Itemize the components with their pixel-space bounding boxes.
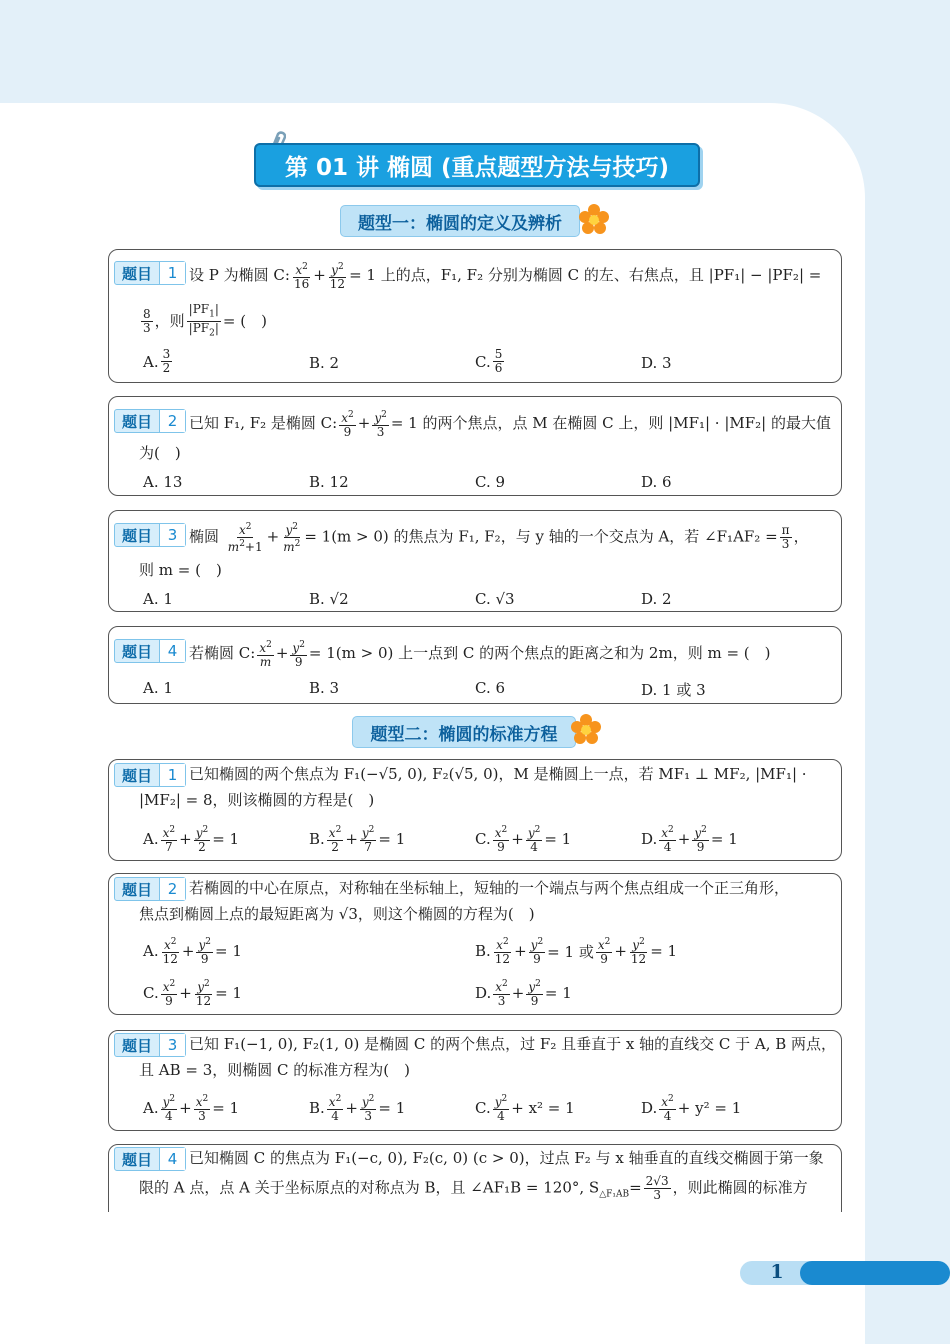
option-d[interactable]: D. $\frac{x^2}{3}$ + $\frac{y^2}{9}$ = 1 xyxy=(475,979,572,1008)
option-d[interactable]: D. 2 xyxy=(641,590,672,608)
option-a[interactable]: A. $\frac{x^2}{12}$ + $\frac{y^2}{9}$ = 1 xyxy=(143,937,242,966)
option-b[interactable]: B. 3 xyxy=(309,679,340,697)
option-b[interactable]: B. $\frac{x^2}{2}$ + $\frac{y^2}{7}$ = 1 xyxy=(309,825,406,854)
question-text-line2: 且 AB = 3，则椭圆 C 的标准方程为( ) xyxy=(139,1061,410,1079)
question-tag: 题目 4 xyxy=(114,1147,186,1171)
question-text: 已知 F₁(−1, 0), F₂(1, 0) 是椭圆 C 的两个焦点，过 F₂ 且垂直于 x 轴的直线交 C 于 A, B 两点， xyxy=(189,1035,837,1053)
option-a[interactable]: A. $\frac{x^2}{7}$ + $\frac{y^2}{2}$ = 1 xyxy=(143,825,240,854)
question-text-line2: 为( ) xyxy=(139,444,181,462)
section-heading-2 xyxy=(352,716,576,748)
question-text-line2: 则 m = ( ) xyxy=(139,561,222,579)
question-card-clip xyxy=(108,1144,842,1212)
option-d[interactable]: D. $\frac{x^2}{4}$ + $\frac{y^2}{9}$ = 1 xyxy=(641,825,738,854)
question-card xyxy=(108,759,842,861)
option-a[interactable]: A. $\frac{y^2}{4}$ + $\frac{x^2}{3}$ = 1 xyxy=(143,1094,240,1123)
option-a[interactable]: A. 1 xyxy=(143,679,173,697)
option-b[interactable]: B. 12 xyxy=(309,473,349,491)
question-text: 若椭圆的中心在原点，对称轴在坐标轴上，短轴的一个端点与两个焦点组成一个正三角形， xyxy=(189,879,790,897)
page-number: 1 xyxy=(770,1261,784,1283)
question-text-line2: |MF₂| = 8，则该椭圆的方程是( ) xyxy=(139,791,375,809)
option-c[interactable]: C. $\frac{x^2}{9}$ + $\frac{y^2}{12}$ = 1 xyxy=(143,979,242,1008)
option-d[interactable]: D. 1 或 3 xyxy=(641,681,706,699)
lecture-title-banner xyxy=(254,143,700,187)
question-text: 已知椭圆的两个焦点为 F₁(−√5, 0), F₂(√5, 0)，M 是椭圆上一点，若 MF₁ ⊥ MF₂, |MF₁| · xyxy=(189,765,807,783)
option-c[interactable]: C. $\frac{y^2}{4}$ + x² = 1 xyxy=(475,1094,575,1123)
option-c[interactable]: C. 9 xyxy=(475,473,506,491)
question-tag: 题目 3 xyxy=(114,1033,186,1057)
section-heading-1 xyxy=(340,205,580,237)
option-b[interactable]: B. $\frac{x^2}{4}$ + $\frac{y^2}{3}$ = 1 xyxy=(309,1094,406,1123)
question-card xyxy=(108,1144,842,1212)
question-text: 已知椭圆 C 的焦点为 F₁(−c, 0), F₂(c, 0) (c > 0)，过点 F₂ 与 x 轴垂直的直线交椭圆于第一象 xyxy=(189,1149,824,1167)
question-card xyxy=(108,626,842,704)
flower-icon xyxy=(576,202,612,238)
question-card xyxy=(108,1030,842,1131)
question-text: 已知 F₁, F₂ 是椭圆 C: $\frac{x^2}{9}$ + $\frac{y^2}{3}$ = 1 的两个焦点，点 M 在椭圆 C 上，则 |MF₁| · |MF₂| 的最大值 xyxy=(189,410,832,439)
question-tag: 题目 1 xyxy=(114,261,186,285)
question-text-line2: 焦点到椭圆上点的最短距离为 √3，则这个椭圆的方程为( ) xyxy=(139,905,535,923)
question-card xyxy=(108,396,842,496)
section-heading-1-text: 题型一：椭圆的定义及辨析 xyxy=(358,213,562,234)
question-text: 若椭圆 C: $\frac{x^2}{m}$ + $\frac{y^2}{9}$ = 1(m > 0) 上一点到 C 的两个焦点的距离之和为 2m，则 m = ( ) xyxy=(189,640,771,669)
question-text-line2: 限的 A 点，点 A 关于坐标原点的对称点为 B，且 ∠AF₁B = 120°, $S_{\triangle F_1AB}=$ $\frac{2√3}{3}$ ，则此椭圆的标准方 xyxy=(139,1174,808,1202)
option-a[interactable]: A. $\frac{3}{2}$ xyxy=(143,347,171,375)
question-tag: 题目 3 xyxy=(114,523,186,547)
flower-icon xyxy=(568,712,604,748)
option-a[interactable]: A. 1 xyxy=(143,590,173,608)
question-text: 设 P 为椭圆 C: $\frac{x^2}{16}$ + $\frac{y^2}{12}$ = 1 上的点，F₁, F₂ 分别为椭圆 C 的左、右焦点，且 |PF₁| − |PF₂| = xyxy=(189,262,822,291)
lecture-title: 第 01 讲 椭圆 (重点题型方法与技巧) xyxy=(284,154,670,181)
option-c[interactable]: C. 6 xyxy=(475,679,506,697)
option-d[interactable]: D. 3 xyxy=(641,354,672,372)
question-tag: 题目 2 xyxy=(114,877,186,901)
option-b[interactable]: B. $\frac{x^2}{12}$ + $\frac{y^2}{9}$ = 1 或 $\frac{x^2}{9}$ + $\frac{y^2}{12}$ = 1 xyxy=(475,937,678,966)
question-card xyxy=(108,873,842,1015)
question-tag: 题目 4 xyxy=(114,639,186,663)
question-tag: 题目 2 xyxy=(114,409,186,433)
option-d[interactable]: D. $\frac{x^2}{4}$ + y² = 1 xyxy=(641,1094,742,1123)
question-tag: 题目 1 xyxy=(114,763,186,787)
section-heading-2-text: 题型二：椭圆的标准方程 xyxy=(370,724,558,745)
option-b[interactable]: B. √2 xyxy=(309,590,349,608)
option-c[interactable]: C. $\frac{x^2}{9}$ + $\frac{y^2}{4}$ = 1 xyxy=(475,825,572,854)
question-text-line2: $\frac{8}{3}$ ，则 $\frac{|PF_1|}{|PF_2|}$ = ( ) xyxy=(143,302,267,339)
question-card xyxy=(108,510,842,612)
option-c[interactable]: C. $\frac{5}{6}$ xyxy=(475,347,503,375)
option-b[interactable]: B. 2 xyxy=(309,354,340,372)
option-d[interactable]: D. 6 xyxy=(641,473,672,491)
question-card xyxy=(108,249,842,383)
option-c[interactable]: C. √3 xyxy=(475,590,515,608)
option-a[interactable]: A. 13 xyxy=(143,473,183,491)
question-text: 椭圆 $\frac{x^2}{m^2+1}$ + $\frac{y^2}{m^2}$ = 1(m > 0) 的焦点为 F₁, F₂，与 y 轴的一个交点为 A，若 ∠F₁AF₂ = $\frac{\pi}{3}$ ， xyxy=(189,522,809,554)
